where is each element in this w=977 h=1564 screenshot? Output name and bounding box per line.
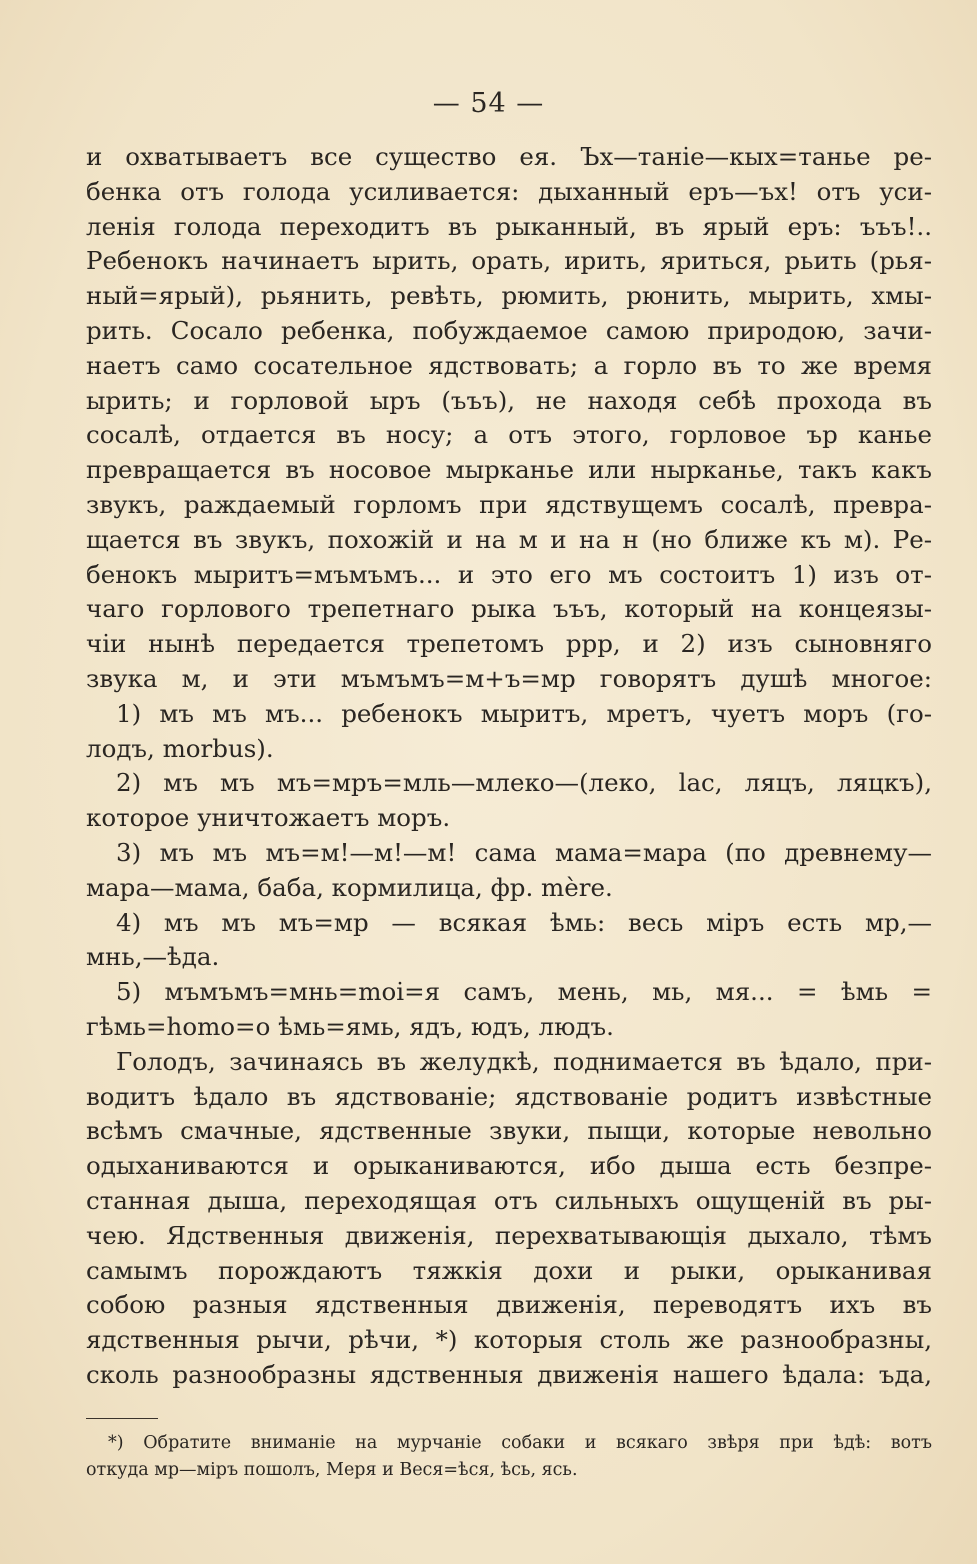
paragraph-first-line: Голодъ, зачинаясь въ желудкѣ, поднимается въ ѣдало, при- <box>116 1046 932 1076</box>
text-line: сколь разнообразны ядственныя движенія нашего ѣдала: ъда, <box>86 1359 932 1389</box>
footnote-line: откуда мр—міръ пошолъ, Меря и Веся=ѣся, ѣсь, ясь. <box>86 1460 578 1480</box>
text-line: чею. Ядственныя движенія, перехватывающія дыхало, тѣмъ <box>86 1220 932 1250</box>
text-line: мнь,—ѣда. <box>86 942 220 972</box>
text-line: рить. Сосало ребенка, побуждаемое самою природою, зачи- <box>86 315 932 345</box>
footnote-divider <box>86 1418 158 1419</box>
text-line: ырить; и горловой ыръ (ъъъ), не находя себѣ прохода въ <box>86 385 932 415</box>
text-line: бенка отъ голода усиливается: дыханный еръ—ъх! отъ уси- <box>86 176 932 206</box>
text-line: щается въ звукъ, похожій и на м и на н (но ближе къ м). Ре- <box>86 524 932 554</box>
text-line: лодъ, morbus). <box>86 733 274 763</box>
numbered-item-line: 4) мъ мъ мъ=мр — всякая ѣмь: весь міръ есть мр,— <box>116 907 932 937</box>
text-line: собою разныя ядственныя движенія, переводятъ ихъ въ <box>86 1290 932 1320</box>
text-line: чіи нынѣ передается трепетомъ ррр, и 2) изъ сыновняго <box>86 629 932 659</box>
text-line: бенокъ мыритъ=мъмъмъ... и это его мъ состоитъ 1) изъ от- <box>86 559 932 589</box>
footnote <box>86 1430 932 1484</box>
text-line: ядственныя рычи, рѣчи, *) которыя столь же разнообразны, <box>86 1325 932 1355</box>
text-line: самымъ порождаютъ тяжкія дохи и рыки, орыканивая <box>86 1255 932 1285</box>
numbered-item-line: 1) мъ мъ мъ... ребенокъ мыритъ, мретъ, чуетъ моръ (го- <box>116 698 932 728</box>
footnote-line: *) Обратите вниманіе на мурчаніе собаки и всякаго звѣря при ѣдѣ: вотъ <box>108 1433 932 1453</box>
text-line: звука м, и эти мъмъмъ=м+ъ=мр говорятъ душѣ многое: <box>86 663 932 693</box>
text-line: всѣмъ смачные, ядственные звуки, пыщи, которые невольно <box>86 1116 932 1146</box>
text-line: водитъ ѣдало въ ядствованіе; ядствованіе родитъ извѣстные <box>86 1081 932 1111</box>
text-line: сосалѣ, отдается въ носу; а отъ этого, горловое ър канье <box>86 420 932 450</box>
numbered-item-line: 5) мъмъмъ=мнь=moi=я самъ, мень, мь, мя... = ѣмь = <box>116 977 932 1007</box>
text-line: звукъ, раждаемый горломъ при ядствущемъ сосалѣ, превра- <box>86 489 932 519</box>
text-line: превращается въ носовое мырканье или нырканье, такъ какъ <box>86 455 932 485</box>
text-line: станная дыша, переходящая отъ сильныхъ ощущеній въ ры- <box>86 1185 932 1215</box>
text-line: ленія голода переходитъ въ рыканный, въ ярый еръ: ъъъ!.. <box>86 211 932 241</box>
text-line: одыханиваются и орыканиваются, ибо дыша есть безпре- <box>86 1151 932 1181</box>
text-line: Ребенокъ начинаетъ ырить, орать, ирить, яриться, рьить (рья- <box>86 246 932 276</box>
body-text <box>86 140 932 1393</box>
text-line: мара—мама, баба, кормилица, фр. mère. <box>86 872 613 902</box>
text-line: гѣмь=homo=о ѣмь=ямь, ядъ, юдъ, людъ. <box>86 1011 614 1041</box>
text-line: чаго горлового трепетнаго рыка ъъъ, который на концеязы- <box>86 594 932 624</box>
text-line: которое уничтожаетъ моръ. <box>86 803 451 833</box>
text-line: наетъ само сосательное ядствовать; а горло въ то же время <box>86 350 932 380</box>
numbered-item-line: 3) мъ мъ мъ=м!—м!—м! сама мама=мара (по древнему— <box>116 837 932 867</box>
page-number: — 54 — <box>432 88 545 119</box>
text-line: ный=ярый), рьянить, ревѣть, рюмить, рюнить, мырить, хмы- <box>86 281 932 311</box>
numbered-item-line: 2) мъ мъ мъ=мръ=мль—млеко—(леко, lac, ляцъ, ляцкъ), <box>116 768 932 798</box>
text-line: и охватываетъ все существо ея. Ъх—таніе—кых=танье ре- <box>86 142 932 171</box>
